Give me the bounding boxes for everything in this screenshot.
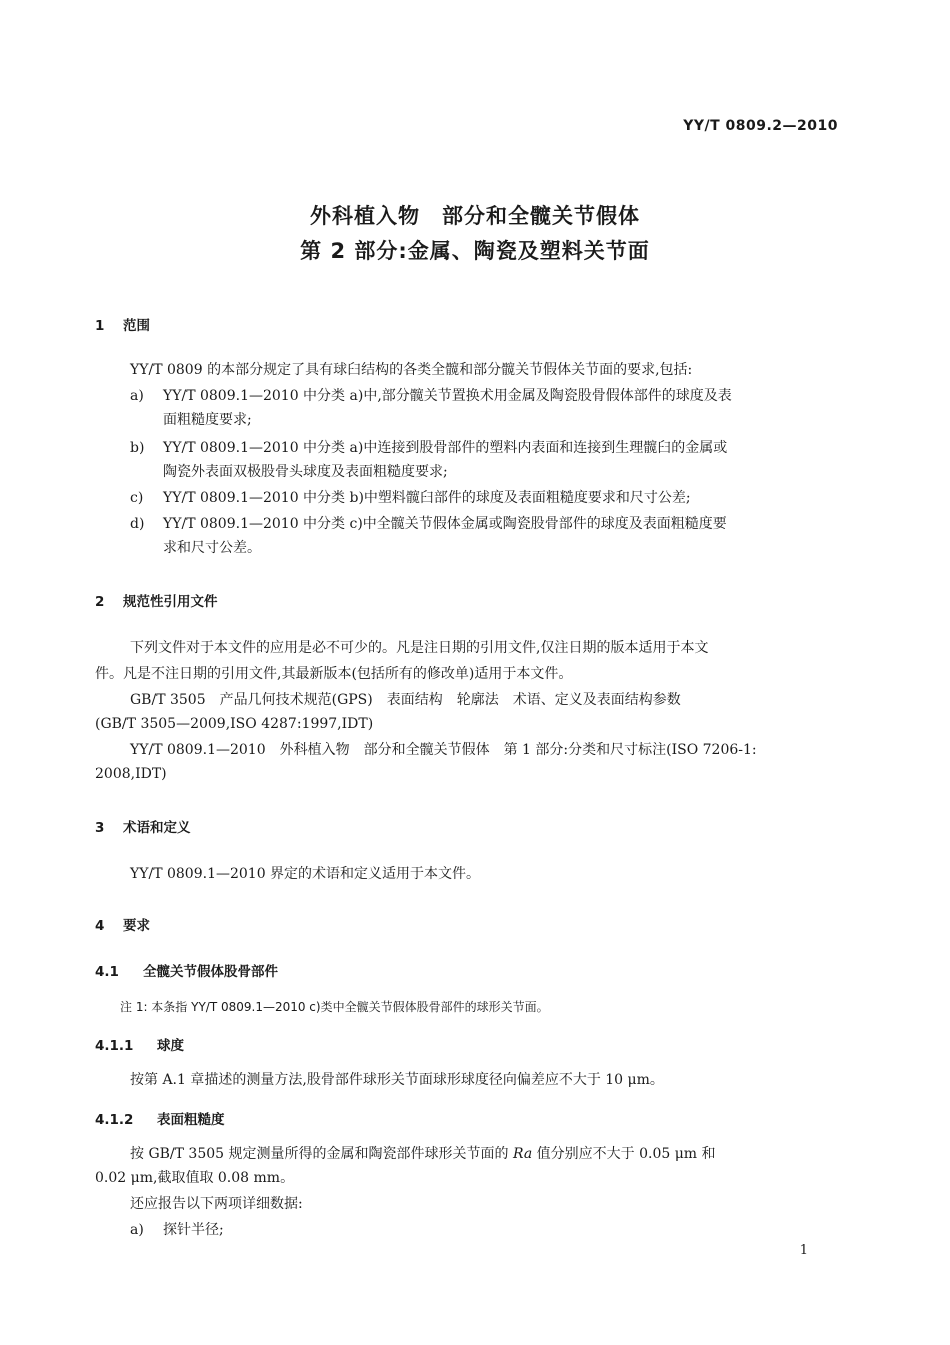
reference-yyt0809-1-cont: 2008,IDT) — [95, 766, 167, 782]
item-text-line1: YY/T 0809.1—2010 中分类 b)中塑料髋臼部件的球度及表面粗糙度要求和尺寸公差; — [163, 490, 691, 506]
standard-code: YY/T 0809.2—2010 — [683, 118, 838, 134]
item-label: a) — [130, 388, 144, 404]
reference-gbt3505: GB/T 3505 产品几何技术规范(GPS) 表面结构 轮廓法 术语、定义及表面结构参数 — [130, 692, 681, 708]
section-number: 4.1.1 — [95, 1038, 134, 1054]
note-1: 注 1: 本条指 YY/T 0809.1—2010 c)类中全髋关节假体股骨部件的球形关节面。 — [120, 1000, 549, 1014]
item-text: 探针半径; — [163, 1222, 224, 1238]
scope-item-d — [130, 512, 840, 560]
terms-paragraph: YY/T 0809.1—2010 界定的术语和定义适用于本文件。 — [130, 866, 481, 882]
reference-yyt0809-1: YY/T 0809.1—2010 外科植入物 部分和全髋关节假体 第 1 部分:分类和尺寸标注(ISO 7206-1: — [130, 742, 757, 758]
roughness-paragraph — [130, 1142, 840, 1166]
item-text-line2: 求和尺寸公差。 — [163, 540, 261, 556]
section-number: 4.1.2 — [95, 1112, 134, 1128]
section-title: 范围 — [123, 318, 150, 334]
section-title: 表面粗糙度 — [157, 1112, 225, 1128]
section-3-heading — [95, 816, 191, 836]
section-title: 球度 — [157, 1038, 184, 1054]
item-text-line2: 面粗糙度要求; — [163, 412, 252, 428]
references-intro — [130, 636, 840, 660]
section-number: 1 — [95, 318, 105, 334]
references-intro-line1: 下列文件对于本文件的应用是必不可少的。凡是注日期的引用文件,仅注日期的版本适用于本文 — [130, 640, 709, 656]
title-line-2: 第 2 部分:金属、陶瓷及塑料关节面 — [300, 239, 650, 263]
item-label: d) — [130, 516, 145, 532]
section-4-1-1-heading — [95, 1034, 184, 1054]
section-4-1-heading — [95, 960, 278, 980]
scope-intro: YY/T 0809 的本部分规定了具有球臼结构的各类全髋和部分髋关节假体关节面的要求,包括: — [130, 362, 693, 378]
section-2-heading — [95, 590, 218, 610]
title-line-1: 外科植入物 部分和全髋关节假体 — [310, 204, 640, 228]
item-label: a) — [130, 1222, 144, 1238]
references-intro-line2: 件。凡是不注日期的引用文件,其最新版本(包括所有的修改单)适用于本文件。 — [95, 666, 573, 682]
section-4-1-2-heading — [95, 1108, 225, 1128]
item-label: b) — [130, 440, 145, 456]
report-item-a — [130, 1218, 840, 1242]
section-number: 2 — [95, 594, 105, 610]
sphericity-paragraph: 按第 A.1 章描述的测量方法,股骨部件球形关节面球形球度径向偏差应不大于 10 μm。 — [130, 1072, 664, 1088]
item-label: c) — [130, 490, 144, 506]
scope-item-b — [130, 436, 840, 484]
scope-item-a — [130, 384, 840, 432]
item-text-line2: 陶瓷外表面双极股骨头球度及表面粗糙度要求; — [163, 464, 448, 480]
page-number: 1 — [799, 1243, 808, 1258]
item-text-line1: YY/T 0809.1—2010 中分类 a)中,部分髋关节置换术用金属及陶瓷股骨假体部件的球度及表 — [163, 388, 732, 404]
section-number: 4 — [95, 918, 105, 934]
section-title: 全髋关节假体股骨部件 — [143, 964, 278, 980]
ra-symbol: Ra — [512, 1146, 533, 1162]
roughness-text: 值分别应不大于 0.05 μm 和 — [532, 1146, 716, 1162]
section-title: 术语和定义 — [123, 820, 191, 836]
section-1-heading — [95, 314, 150, 334]
section-number: 3 — [95, 820, 105, 836]
section-title: 规范性引用文件 — [123, 594, 218, 610]
scope-item-c — [130, 486, 840, 510]
section-number: 4.1 — [95, 964, 119, 980]
section-title: 要求 — [123, 918, 150, 934]
reference-gbt3505-cont: (GB/T 3505—2009,ISO 4287:1997,IDT) — [95, 716, 374, 732]
item-text-line1: YY/T 0809.1—2010 中分类 a)中连接到股骨部件的塑料内表面和连接到生理髋臼的金属或 — [163, 440, 728, 456]
report-paragraph: 还应报告以下两项详细数据: — [130, 1196, 303, 1212]
item-text-line1: YY/T 0809.1—2010 中分类 c)中全髋关节假体金属或陶瓷股骨部件的球度及表面粗糙度要 — [163, 516, 727, 532]
roughness-paragraph-cont: 0.02 μm,截取值取 0.08 mm。 — [95, 1170, 295, 1186]
roughness-text: 按 GB/T 3505 规定测量所得的金属和陶瓷部件球形关节面的 — [130, 1146, 513, 1162]
section-4-heading — [95, 914, 150, 934]
